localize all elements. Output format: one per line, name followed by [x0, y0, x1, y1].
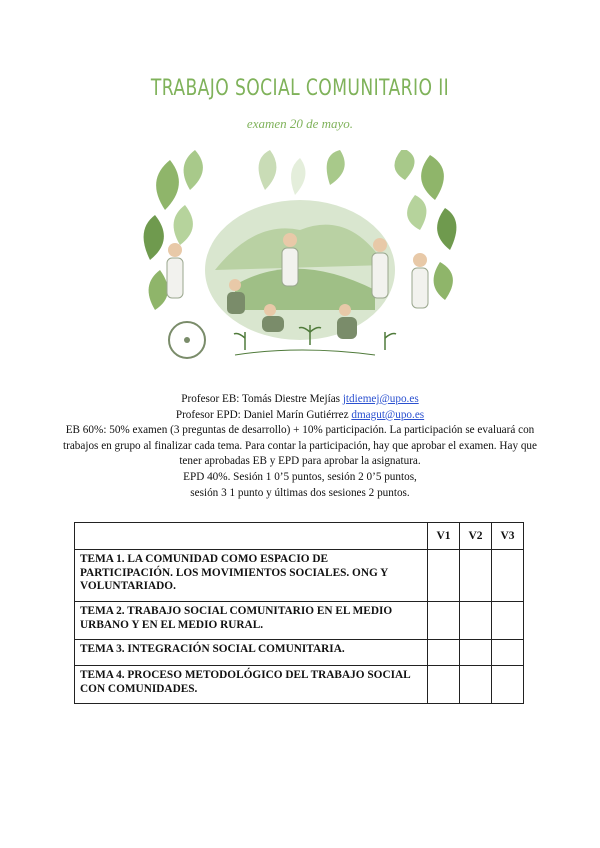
topic-1-cell: TEMA 1. LA COMUNIDAD COMO ESPACIO DE PARTICIPACIÓN. LOS MOVIMIENTOS SOCIALES. ONG Y VOLUNTARIADO. — [75, 550, 428, 602]
professor-epd-line — [60, 408, 540, 424]
epd-evaluation-line-1: EPD 40%. Sesión 1 0’5 puntos, sesión 2 0’5 puntos, — [183, 470, 417, 483]
table-row — [75, 640, 524, 666]
topic-4-cell: TEMA 4. PROCESO METODOLÓGICO DEL TRABAJO SOCIAL CON COMUNIDADES. — [75, 666, 428, 704]
table-row — [75, 550, 524, 602]
topic-3-v3-cell — [492, 640, 524, 666]
community-gardening-illustration — [135, 150, 465, 365]
topics-table — [74, 522, 524, 704]
professor-epd-label: Profesor EPD: Daniel Marín Gutiérrez — [175, 408, 352, 421]
topic-1-v3-cell — [492, 550, 524, 602]
topic-4-v3-cell — [492, 666, 524, 704]
course-info — [60, 392, 540, 501]
table-header-v2: V2 — [460, 523, 492, 550]
topic-2-v3-cell — [492, 602, 524, 640]
professor-eb-line — [60, 392, 540, 408]
document-title: TRABAJO SOCIAL COMUNITARIO II — [150, 76, 450, 101]
topic-2-v1-cell — [428, 602, 460, 640]
professor-eb-email-link[interactable]: jtdiemej@upo.es — [342, 393, 419, 405]
topic-2-cell: TEMA 2. TRABAJO SOCIAL COMUNITARIO EN EL MEDIO URBANO Y EN EL MEDIO RURAL. — [75, 602, 428, 640]
epd-evaluation-line-2: sesión 3 1 punto y últimas dos sesiones 2 puntos. — [190, 486, 410, 499]
topic-4-v2-cell — [460, 666, 492, 704]
table-header-v3: V3 — [492, 523, 524, 550]
topic-3-cell: TEMA 3. INTEGRACIÓN SOCIAL COMUNITARIA. — [75, 640, 428, 666]
exam-date-subtitle: examen 20 de mayo. — [246, 116, 354, 131]
table-header-row — [75, 523, 524, 550]
table-header-v1: V1 — [428, 523, 460, 550]
topic-3-v2-cell — [460, 640, 492, 666]
table-header-topic — [75, 523, 428, 550]
topic-1-v1-cell — [428, 550, 460, 602]
professor-eb-label: Profesor EB: Tomás Diestre Mejías — [181, 393, 343, 405]
topic-3-v1-cell — [428, 640, 460, 666]
table-row — [75, 666, 524, 704]
table-row — [75, 602, 524, 640]
topic-4-v1-cell — [428, 666, 460, 704]
topic-1-v2-cell — [460, 550, 492, 602]
topic-2-v2-cell — [460, 602, 492, 640]
professor-epd-email-link[interactable]: dmagut@upo.es — [351, 408, 425, 421]
eb-evaluation-text: EB 60%: 50% examen (3 preguntas de desarrollo) + 10% participación. La participación se evaluará con trabajos en grupo al finalizar cada tema. Para contar la participación, hay que aprobar el examen. Hay que tener aprobadas EB y EPD para aprobar la asignatura. — [62, 424, 537, 468]
